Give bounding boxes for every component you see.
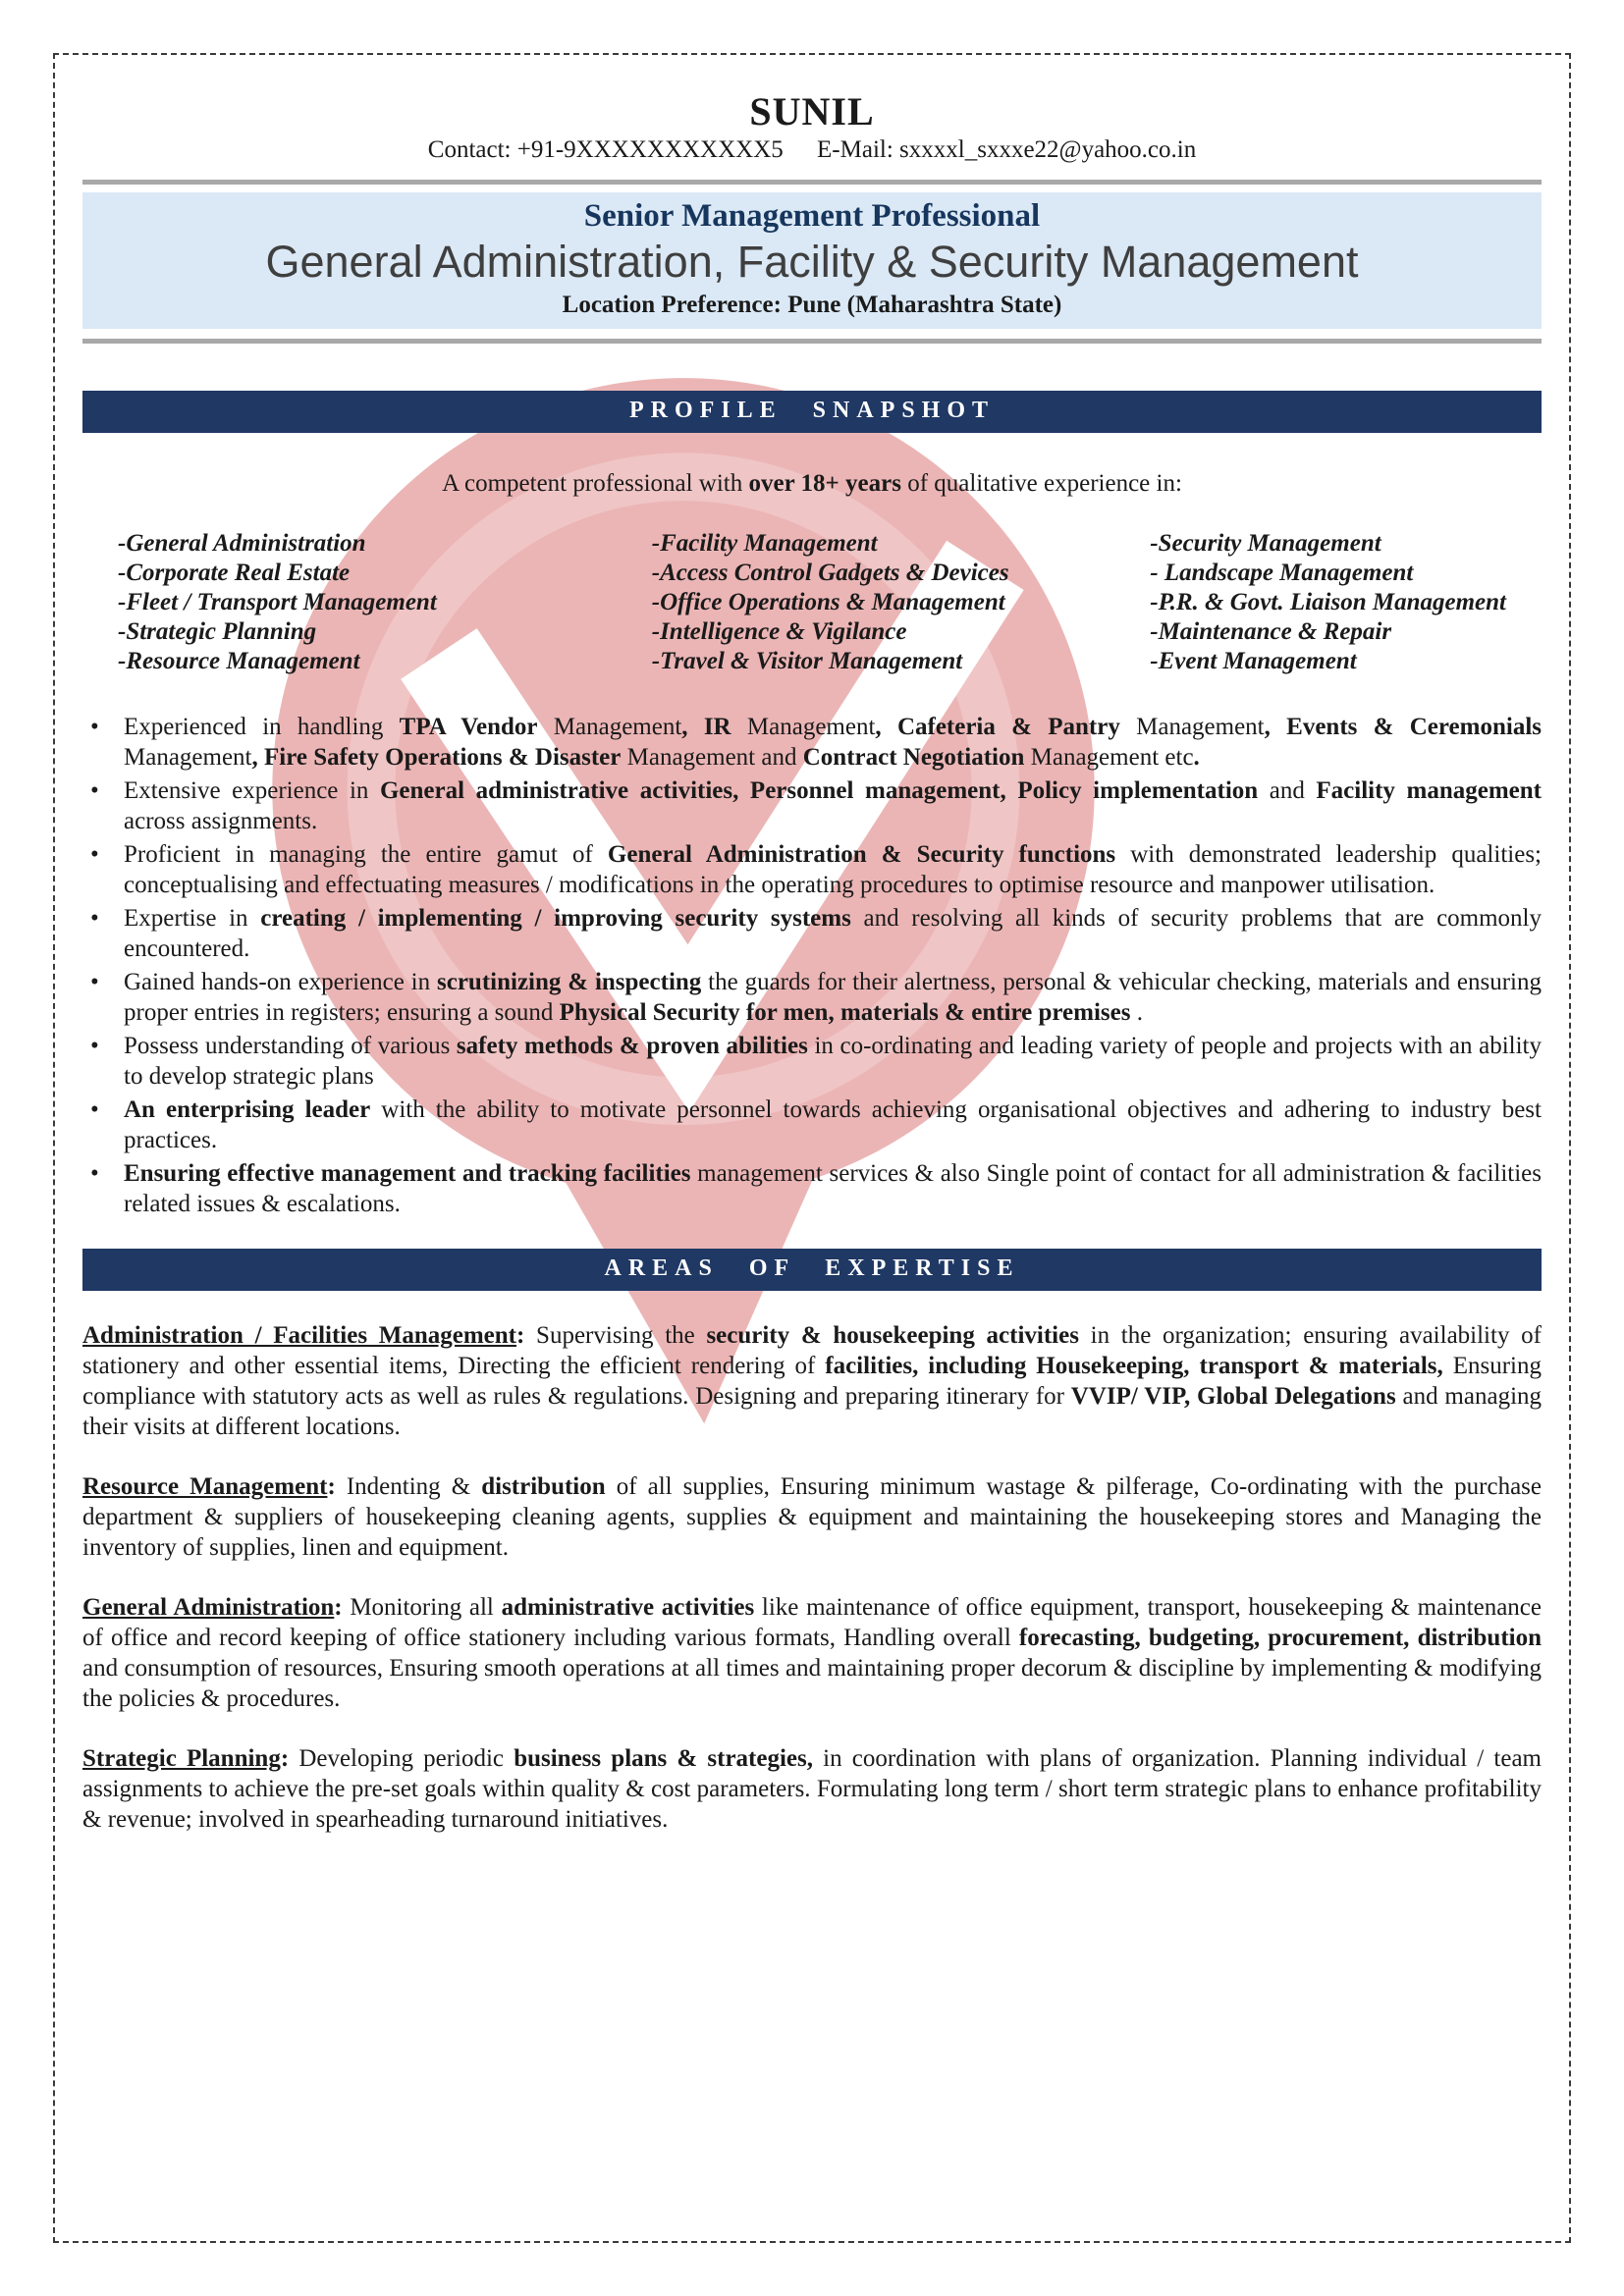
resume-header	[82, 88, 1542, 164]
contact-phone: Contact: +91-9XXXXXXXXXXX5	[427, 136, 784, 163]
expertise-item: -Intelligence & Vigilance	[651, 618, 907, 645]
expertise-item: -Resource Management	[118, 648, 360, 674]
expertise-item: -Fleet / Transport Management	[118, 589, 437, 615]
expertise-item: -Event Management	[1150, 648, 1357, 674]
text-run: Cafeteria & Pantry	[896, 714, 1120, 740]
text-run: and	[1258, 777, 1317, 804]
profile-intro	[82, 470, 1542, 498]
expertise-columns	[82, 529, 1542, 676]
text-run: distribution	[481, 1473, 606, 1500]
text-run: in the organization; ensuring availability of stationery and other essential items, Directing the efficient rendering of	[82, 1322, 1542, 1379]
resume-page	[53, 53, 1571, 2243]
text-run: Expertise in	[124, 905, 261, 932]
text-run: Fire Safety Operations & Disaster	[264, 744, 622, 771]
text-run: ,	[875, 714, 897, 740]
text-run: Developing periodic	[298, 1745, 514, 1772]
expertise-item: -Security Management	[1150, 530, 1381, 557]
text-run: Management	[1119, 714, 1265, 740]
text-run: safety methods & proven abilities	[456, 1033, 808, 1059]
expertise-column	[1150, 529, 1542, 676]
text-run: :	[327, 1473, 347, 1500]
expertise-paragraph	[82, 1592, 1542, 1714]
text-run: Ensuring effective management and tracking facilities	[124, 1160, 691, 1187]
text-run: .	[1193, 744, 1200, 771]
text-run: Extensive experience in	[124, 777, 380, 804]
text-run: Management	[124, 744, 252, 771]
profile-bullet	[82, 1031, 1542, 1092]
resume-content	[82, 88, 1542, 1835]
expertise-item: -General Administration	[118, 530, 366, 557]
text-run: Possess understanding of various	[124, 1033, 457, 1059]
text-run: :	[280, 1745, 299, 1772]
expertise-item: -Corporate Real Estate	[118, 560, 351, 586]
text-run: Facility management	[1316, 777, 1542, 804]
text-run: Monitoring all	[350, 1594, 502, 1621]
text-run: Ensuring compliance with statutory acts as well as rules & regulations. Designing and preparing itinerary for	[82, 1353, 1542, 1410]
expertise-paragraph	[82, 1471, 1542, 1563]
text-run: TPA Vendor	[399, 714, 538, 740]
divider-rule-top	[82, 180, 1542, 185]
text-run: and consumption of resources, Ensuring smooth operations at all times and maintaining proper decorum & discipline by implementing & modifying the policies & procedures.	[82, 1655, 1542, 1712]
expertise-item: -Facility Management	[651, 530, 878, 557]
text-run: management services & also Single point of contact for all administration & facilities related issues & escalations.	[124, 1160, 1542, 1217]
text-run: ,	[1264, 714, 1287, 740]
expertise-item: -P.R. & Govt. Liaison Management	[1150, 589, 1507, 615]
profile-bullet	[82, 712, 1542, 773]
expertise-paragraph-label: Resource Management	[82, 1473, 328, 1500]
text-run: .	[1130, 999, 1143, 1026]
profile-bullet	[82, 903, 1542, 964]
text-run: in coordination with plans of organization. Planning individual / team assignments to achieve the pre-set goals within quality & cost parameters. Formulating long term / short term strategic plans to enhance profitability & revenue; involved in spearheading turnaround initiatives.	[82, 1745, 1542, 1833]
text-run: scrutinizing & inspecting	[437, 969, 702, 995]
text-run: across assignments.	[124, 808, 318, 834]
text-run: An enterprising leader	[124, 1096, 371, 1123]
text-run: creating / implementing / improving security systems	[260, 905, 851, 932]
expertise-paragraph-label: Strategic Planning	[82, 1745, 281, 1772]
text-run: and resolving all kinds of security problems that are commonly encountered.	[124, 905, 1543, 962]
profile-snapshot-banner: PROFILE SNAPSHOT	[82, 391, 1542, 433]
location-preference: Location Preference: Pune (Maharashtra State)	[562, 292, 1062, 318]
text-run: administrative activities	[501, 1594, 755, 1621]
expertise-column	[652, 529, 1151, 676]
text-run: Management	[731, 714, 876, 740]
text-run: and managing their visits at different locations.	[82, 1383, 1543, 1440]
text-run: in co-ordinating and leading variety of people and projects with an ability to develop strategic plans	[124, 1033, 1542, 1090]
text-run: Management etc	[1024, 744, 1194, 771]
text-run: Events & Ceremonials	[1286, 714, 1542, 740]
text-run: security & housekeeping activities	[706, 1322, 1079, 1349]
profile-bullet	[82, 1095, 1542, 1155]
expertise-paragraph	[82, 1743, 1542, 1835]
text-run: Management	[537, 714, 682, 740]
areas-of-expertise-banner: AREAS OF EXPERTISE	[82, 1249, 1542, 1291]
text-run: ,	[681, 714, 704, 740]
expertise-paragraph-body	[82, 1745, 1542, 1833]
title-block	[82, 192, 1542, 329]
text-run: VVIP/ VIP, Global Delegations	[1070, 1383, 1396, 1410]
profile-bullet	[82, 967, 1542, 1028]
text-run: ,	[251, 744, 265, 771]
expertise-item: -Access Control Gadgets & Devices	[651, 560, 1009, 586]
text-run: General Administration & Security functions	[607, 841, 1116, 868]
professional-title: Senior Management Professional	[583, 198, 1041, 234]
expertise-item: -Office Operations & Management	[651, 589, 1005, 615]
expertise-item: -Maintenance & Repair	[1150, 618, 1392, 645]
candidate-name: SUNIL	[749, 89, 875, 133]
expertise-item: -Travel & Visitor Management	[651, 648, 963, 674]
profile-bullets	[82, 712, 1542, 1219]
text-run: :	[334, 1594, 351, 1621]
text-run: with the ability to motivate personnel towards achieving organisational objectives and adhering to industry best practices.	[124, 1096, 1542, 1153]
divider-rule-bottom	[82, 339, 1542, 344]
text-run: Indenting &	[346, 1473, 482, 1500]
text-run: Physical Security for men, materials & entire premises	[559, 999, 1131, 1026]
text-run: with demonstrated leadership qualities; conceptualising and effectuating measures / modifications in the operating procedures to optimise resource and manpower utilisation.	[124, 841, 1542, 898]
text-run: Contract Negotiation	[802, 744, 1025, 771]
text-run: Gained hands-on experience in	[124, 969, 437, 995]
contact-email: E-Mail: sxxxxl_sxxxe22@yahoo.co.in	[817, 136, 1197, 163]
expertise-paragraph-label: Administration / Facilities Management	[82, 1322, 517, 1349]
expertise-column	[118, 529, 652, 676]
text-run: forecasting, budgeting, procurement, distribution	[1018, 1625, 1542, 1651]
text-run: of all supplies, Ensuring minimum wastage & pilferage, Co-ordinating with the purchase department & suppliers of housekeeping cleaning agents, supplies & equipment and maintaining the housekeeping stores and Managing the inventory of supplies, linen and equipment.	[82, 1473, 1543, 1561]
contact-line	[82, 136, 1542, 164]
text-run: A competent professional with	[442, 470, 749, 497]
profile-bullet	[82, 839, 1542, 900]
professional-subtitle: General Administration, Facility & Security Management	[265, 237, 1359, 287]
text-run: the guards for their alertness, personal & vehicular checking, materials and ensuring proper entries in registers; ensuring a sound	[124, 969, 1542, 1026]
expertise-paragraphs	[82, 1320, 1542, 1835]
text-run: Management and	[621, 744, 803, 771]
profile-bullet	[82, 1158, 1542, 1219]
text-run: :	[516, 1322, 537, 1349]
text-run: of qualitative experience in:	[900, 470, 1182, 497]
expertise-paragraph	[82, 1320, 1542, 1442]
expertise-item: -Strategic Planning	[118, 618, 317, 645]
text-run: General administrative activities, Personnel management, Policy implementation	[379, 777, 1259, 804]
text-run: Proficient in managing the entire gamut of	[124, 841, 608, 868]
expertise-paragraph-label: General Administration	[82, 1594, 335, 1621]
text-run: business plans & strategies,	[514, 1745, 814, 1772]
text-run: over 18+ years	[748, 470, 901, 497]
text-run: Supervising the	[536, 1322, 707, 1349]
text-run: IR	[703, 714, 731, 740]
text-run: Experienced in handling	[124, 714, 400, 740]
expertise-item: - Landscape Management	[1150, 560, 1414, 586]
text-run: facilities, including Housekeeping, transport & materials,	[825, 1353, 1443, 1379]
profile-bullet	[82, 775, 1542, 836]
text-run: like maintenance of office equipment, transport, housekeeping & maintenance of office and record keeping of office stationery including various formats, Handling overall	[82, 1594, 1542, 1651]
